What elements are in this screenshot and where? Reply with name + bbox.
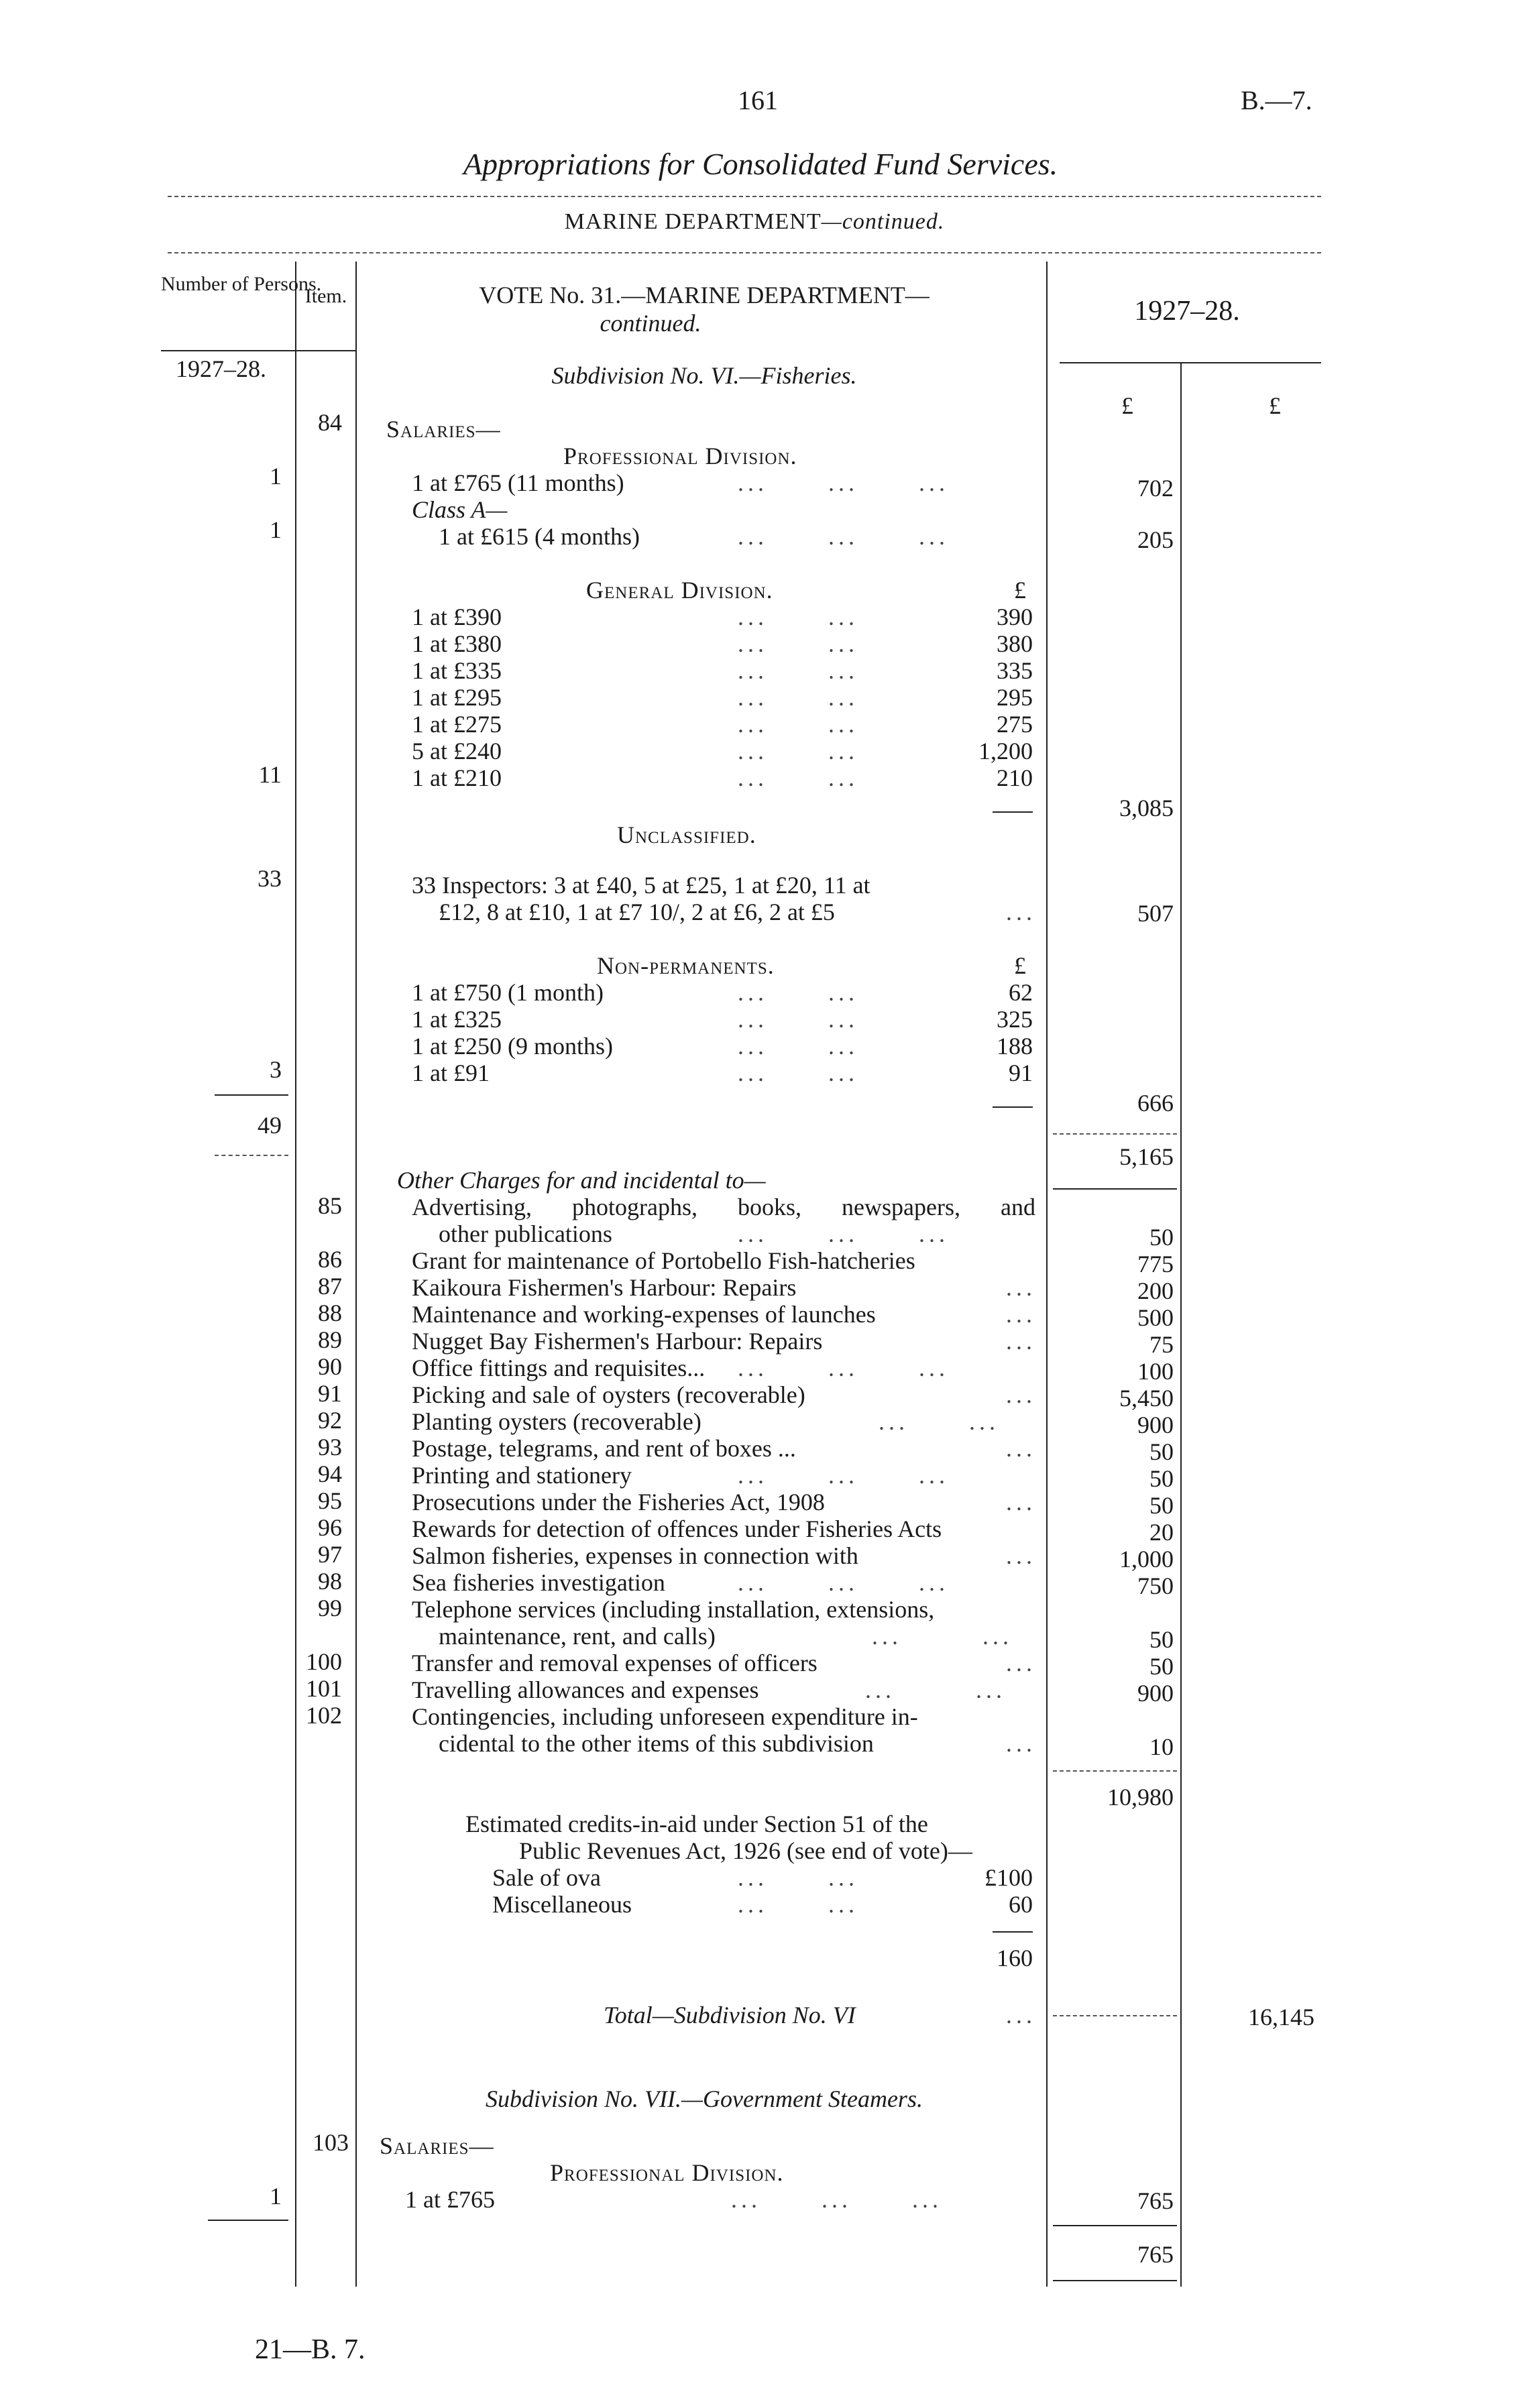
- vii-total-rule: [1053, 2280, 1177, 2281]
- charge-99-leader: ... ...: [872, 1623, 1013, 1650]
- charge-92-leader: ... ...: [879, 1408, 999, 1435]
- charge-96-text: Rewards for detection of offences under Fisheries Acts: [412, 1515, 942, 1542]
- credits-row-1-text: Sale of ova: [492, 1864, 601, 1891]
- charge-101-leader: ... ...: [865, 1676, 1006, 1703]
- general-row-5-leader: ... ...: [738, 711, 858, 738]
- charge-89-leader: ...: [1006, 1328, 1036, 1355]
- salaries-sum-rule: [1053, 1133, 1177, 1135]
- charge-98-leader: ... ... ...: [738, 1569, 949, 1596]
- general-total: 3,085: [1119, 795, 1174, 821]
- charge-95-amount: 50: [1149, 1492, 1174, 1519]
- general-sum-rule: [993, 811, 1033, 813]
- charge-95-text: Prosecutions under the Fisheries Act, 1908: [412, 1489, 825, 1515]
- charge-93-leader: ...: [1006, 1435, 1036, 1462]
- charge-85-amount: 50: [1149, 1224, 1174, 1251]
- general-row-3-value: 335: [997, 657, 1033, 684]
- running-title: Appropriations for Consolidated Fund Services.: [463, 147, 1058, 181]
- general-row-1-leader: ... ...: [738, 604, 858, 630]
- charge-86-text: Grant for maintenance of Portobello Fish-hatcheries: [412, 1247, 915, 1274]
- prof-row-1-persons: 1: [270, 463, 282, 490]
- vii-persons-rule: [208, 2220, 288, 2221]
- charge-89-amount: 75: [1149, 1331, 1174, 1358]
- charge-94-leader: ... ... ...: [738, 1462, 949, 1489]
- vii-row-leader: ... ... ...: [731, 2186, 942, 2213]
- persons-total-rule: [215, 1155, 288, 1156]
- amount-header-rule: [1060, 362, 1321, 363]
- credits-line-2: Public Revenues Act, 1926 (see end of vote)—: [519, 1837, 972, 1864]
- printer-signature: 21—B. 7.: [255, 2334, 365, 2365]
- general-row-5-text: 1 at £275: [412, 711, 502, 738]
- credits-row-1-value: £100: [984, 1864, 1033, 1891]
- charge-91-leader: ...: [1006, 1381, 1036, 1408]
- charge-99-amount: 50: [1149, 1626, 1174, 1653]
- unclassified-line-1: 33 Inspectors: 3 at £40, 5 at £25, 1 at £20, 11 at: [412, 872, 870, 899]
- charge-97-leader: ...: [1006, 1542, 1036, 1569]
- charge-93-text: Postage, telegrams, and rent of boxes ...: [412, 1435, 796, 1462]
- salaries-label: Salaries—: [386, 416, 501, 443]
- item-98: 98: [318, 1568, 342, 1595]
- general-row-2-leader: ... ...: [738, 630, 858, 657]
- charge-90-text: Office fittings and requisites...: [412, 1355, 706, 1381]
- subdivision-total-label: Total—Subdivision No. VI: [604, 2002, 856, 2028]
- vote-header-continued: continued.: [600, 310, 701, 337]
- general-row-4-text: 1 at £295: [412, 684, 502, 711]
- charge-90-leader: ... ... ...: [738, 1355, 949, 1381]
- charge-85-line-2: other publications: [439, 1220, 612, 1247]
- item-103: 103: [313, 2129, 349, 2156]
- item-94: 94: [318, 1460, 342, 1487]
- general-row-7-leader: ... ...: [738, 764, 858, 791]
- charge-94-amount: 50: [1149, 1465, 1174, 1492]
- nonperm-row-4-leader: ... ...: [738, 1059, 858, 1086]
- credits-row-2-leader: ... ...: [738, 1891, 858, 1918]
- charge-97-amount: 1,000: [1119, 1546, 1174, 1572]
- department-heading: MARINE DEPARTMENT—continued.: [564, 209, 945, 234]
- charge-96-amount: 20: [1149, 1519, 1174, 1546]
- item-93: 93: [318, 1434, 342, 1460]
- unclassified-amount: 507: [1137, 900, 1174, 927]
- general-row-6-text: 5 at £240: [412, 738, 502, 764]
- nonperm-row-3-text: 1 at £250 (9 months): [412, 1033, 613, 1059]
- title-rule: [168, 196, 1321, 197]
- charge-93-amount: 50: [1149, 1438, 1174, 1465]
- general-pound-sign: £: [1014, 577, 1026, 604]
- general-row-2-value: 380: [997, 630, 1033, 657]
- general-row-4-leader: ... ...: [738, 684, 858, 711]
- item-95: 95: [318, 1487, 342, 1514]
- vii-row-text: 1 at £765: [405, 2186, 495, 2213]
- general-row-4-value: 295: [997, 684, 1033, 711]
- heading-rule: [168, 252, 1321, 253]
- item-85: 85: [318, 1192, 342, 1219]
- item-90: 90: [318, 1353, 342, 1380]
- general-row-7-text: 1 at £210: [412, 764, 502, 791]
- pound-sign-total: £: [1269, 392, 1281, 419]
- subdivision-total-amount: 16,145: [1248, 2004, 1314, 2030]
- charge-87-amount: 200: [1137, 1277, 1174, 1304]
- charge-100-text: Transfer and removal expenses of officers: [412, 1650, 818, 1676]
- charge-87-leader: ...: [1006, 1274, 1036, 1301]
- item-92: 92: [318, 1407, 342, 1434]
- credits-row-1-leader: ... ...: [738, 1864, 858, 1891]
- subdivision-vi-heading: Subdivision No. VI.—Fisheries.: [551, 362, 857, 389]
- item-101: 101: [306, 1675, 342, 1702]
- prof-row-2-text: 1 at £615 (4 months): [439, 523, 640, 550]
- charge-100-leader: ...: [1006, 1650, 1036, 1676]
- nonperm-row-4-text: 1 at £91: [412, 1059, 490, 1086]
- charge-85-leader: ... ... ...: [738, 1220, 949, 1247]
- charge-102-line-2: cidental to the other items of this subdivision: [439, 1730, 874, 1757]
- salaries-total: 5,165: [1119, 1143, 1174, 1170]
- charge-94-text: Printing and stationery: [412, 1462, 632, 1489]
- pound-sign-amount: £: [1121, 392, 1133, 419]
- item-99: 99: [318, 1595, 342, 1621]
- charge-92-amount: 900: [1137, 1412, 1174, 1438]
- other-charges-sum-rule: [1053, 1770, 1177, 1772]
- charge-98-text: Sea fisheries investigation: [412, 1569, 665, 1596]
- nonperm-row-1-text: 1 at £750 (1 month): [412, 979, 604, 1006]
- prof-row-1-text: 1 at £765 (11 months): [412, 469, 624, 496]
- document-reference: B.—7.: [1241, 85, 1312, 115]
- unclassified-heading: Unclassified.: [617, 821, 756, 848]
- general-division-heading: General Division.: [586, 577, 773, 604]
- persons-year: 1927–28.: [176, 355, 266, 382]
- credits-row-2-text: Miscellaneous: [492, 1891, 632, 1918]
- charge-101-amount: 900: [1137, 1680, 1174, 1707]
- vii-row-amount: 765: [1137, 2187, 1174, 2214]
- charge-85-line-1: Advertising, photographs, books, newspapers, and: [412, 1194, 1035, 1220]
- nonperm-pound-sign: £: [1014, 952, 1026, 979]
- general-row-6-leader: ... ...: [738, 738, 858, 764]
- charge-88-text: Maintenance and working-expenses of launches: [412, 1301, 876, 1328]
- persons-sum-rule: [215, 1094, 288, 1096]
- item-97: 97: [318, 1541, 342, 1568]
- general-row-7-value: 210: [997, 764, 1033, 791]
- charge-102-line-1: Contingencies, including unforeseen expenditure in-: [412, 1703, 918, 1730]
- rule-item-text: [355, 262, 357, 2287]
- prof-row-2-amount: 205: [1137, 526, 1174, 553]
- credits-line-1: Estimated credits-in-aid under Section 51 of the: [465, 1811, 928, 1837]
- rule-text-amount: [1046, 262, 1048, 2287]
- general-row-3-text: 1 at £335: [412, 657, 502, 684]
- unclassified-leader: ...: [1006, 899, 1036, 925]
- general-row-6-value: 1,200: [978, 738, 1033, 764]
- credits-row-2-value: 60: [1009, 1891, 1033, 1918]
- charge-91-text: Picking and sale of oysters (recoverable): [412, 1381, 805, 1408]
- other-charges-total: 10,980: [1107, 1784, 1174, 1811]
- nonperm-row-2-leader: ... ...: [738, 1006, 858, 1033]
- general-row-5-value: 275: [997, 711, 1033, 738]
- nonperm-row-2-value: 325: [997, 1006, 1033, 1033]
- vii-sum-rule: [1053, 2225, 1177, 2226]
- charge-97-text: Salmon fisheries, expenses in connection with: [412, 1542, 858, 1569]
- prof-row-2-leader: ... ... ...: [738, 523, 949, 550]
- charge-88-leader: ...: [1006, 1301, 1036, 1328]
- subdivision-vii-heading: Subdivision No. VII.—Government Steamers.: [486, 2085, 923, 2112]
- other-charges-top-rule: [1053, 1188, 1177, 1190]
- persons-total: 49: [258, 1112, 282, 1139]
- item-100: 100: [306, 1648, 342, 1675]
- nonperm-row-2-text: 1 at £325: [412, 1006, 502, 1033]
- charge-88-amount: 500: [1137, 1304, 1174, 1331]
- charge-102-leader: ...: [1006, 1730, 1036, 1757]
- charge-87-text: Kaikoura Fishermen's Harbour: Repairs: [412, 1274, 797, 1301]
- vii-persons: 1: [270, 2183, 282, 2210]
- credits-sum-rule: [993, 1931, 1033, 1933]
- general-persons: 11: [258, 761, 282, 788]
- persons-header-rule: [161, 350, 355, 351]
- item-88: 88: [318, 1300, 342, 1326]
- item-86: 86: [318, 1246, 342, 1273]
- prof-row-1-leader: ... ... ...: [738, 469, 949, 496]
- item-87: 87: [318, 1273, 342, 1300]
- charge-102-amount: 10: [1149, 1733, 1174, 1760]
- prof-row-2-class: Class A—: [412, 496, 508, 523]
- item-84: 84: [318, 409, 342, 436]
- nonperm-row-1-value: 62: [1009, 979, 1033, 1006]
- charge-92-text: Planting oysters (recoverable): [412, 1408, 701, 1435]
- item-96: 96: [318, 1514, 342, 1541]
- vii-salaries-label: Salaries—: [380, 2132, 494, 2159]
- item-102: 102: [306, 1702, 342, 1729]
- charge-99-line-2: maintenance, rent, and calls): [439, 1623, 716, 1650]
- charge-89-text: Nugget Bay Fishermen's Harbour: Repairs: [412, 1328, 823, 1355]
- item-89: 89: [318, 1326, 342, 1353]
- charge-90-amount: 100: [1137, 1358, 1174, 1385]
- rule-amount-total: [1180, 362, 1182, 2287]
- general-row-1-value: 390: [997, 604, 1033, 630]
- item-header: Item.: [304, 285, 347, 307]
- non-permanents-heading: Non-permanents.: [597, 952, 775, 979]
- nonperm-sum-rule: [993, 1106, 1033, 1108]
- nonperm-row-3-value: 188: [997, 1033, 1033, 1059]
- persons-header: Number of Persons.: [161, 273, 322, 295]
- nonperm-row-4-value: 91: [1009, 1059, 1033, 1086]
- unclassified-line-2: £12, 8 at £10, 1 at £7 10/, 2 at £6, 2 at £5: [439, 899, 835, 925]
- subdivision-total-rule: [1053, 2015, 1177, 2016]
- credits-total: 160: [997, 1945, 1033, 1971]
- nonperm-total: 666: [1137, 1090, 1174, 1116]
- vii-professional-division-heading: Professional Division.: [550, 2159, 784, 2186]
- charge-99-line-1: Telephone services (including installation, extensions,: [412, 1596, 935, 1623]
- charge-95-leader: ...: [1006, 1489, 1036, 1515]
- general-row-3-leader: ... ...: [738, 657, 858, 684]
- nonperm-row-3-leader: ... ...: [738, 1033, 858, 1059]
- professional-division-heading: Professional Division.: [563, 443, 797, 469]
- prof-row-2-persons: 1: [270, 516, 282, 543]
- unclassified-persons: 33: [258, 865, 282, 892]
- other-charges-heading: Other Charges for and incidental to—: [397, 1167, 766, 1194]
- charge-100-amount: 50: [1149, 1653, 1174, 1680]
- vote-header: VOTE No. 31.—MARINE DEPARTMENT—: [479, 282, 929, 308]
- year-header: 1927–28.: [1134, 296, 1240, 327]
- prof-row-1-amount: 702: [1137, 475, 1174, 502]
- charge-91-amount: 5,450: [1119, 1385, 1174, 1412]
- charge-86-amount: 775: [1137, 1251, 1174, 1277]
- charge-101-text: Travelling allowances and expenses: [412, 1676, 759, 1703]
- nonperm-persons: 3: [270, 1056, 282, 1083]
- page-number: 161: [738, 85, 778, 115]
- nonperm-row-1-leader: ... ...: [738, 979, 858, 1006]
- subdivision-total-leader: ...: [1006, 2002, 1036, 2028]
- vii-total: 765: [1137, 2241, 1174, 2268]
- charge-98-amount: 750: [1137, 1572, 1174, 1599]
- general-row-1-text: 1 at £390: [412, 604, 502, 630]
- item-91: 91: [318, 1380, 342, 1407]
- general-row-2-text: 1 at £380: [412, 630, 502, 657]
